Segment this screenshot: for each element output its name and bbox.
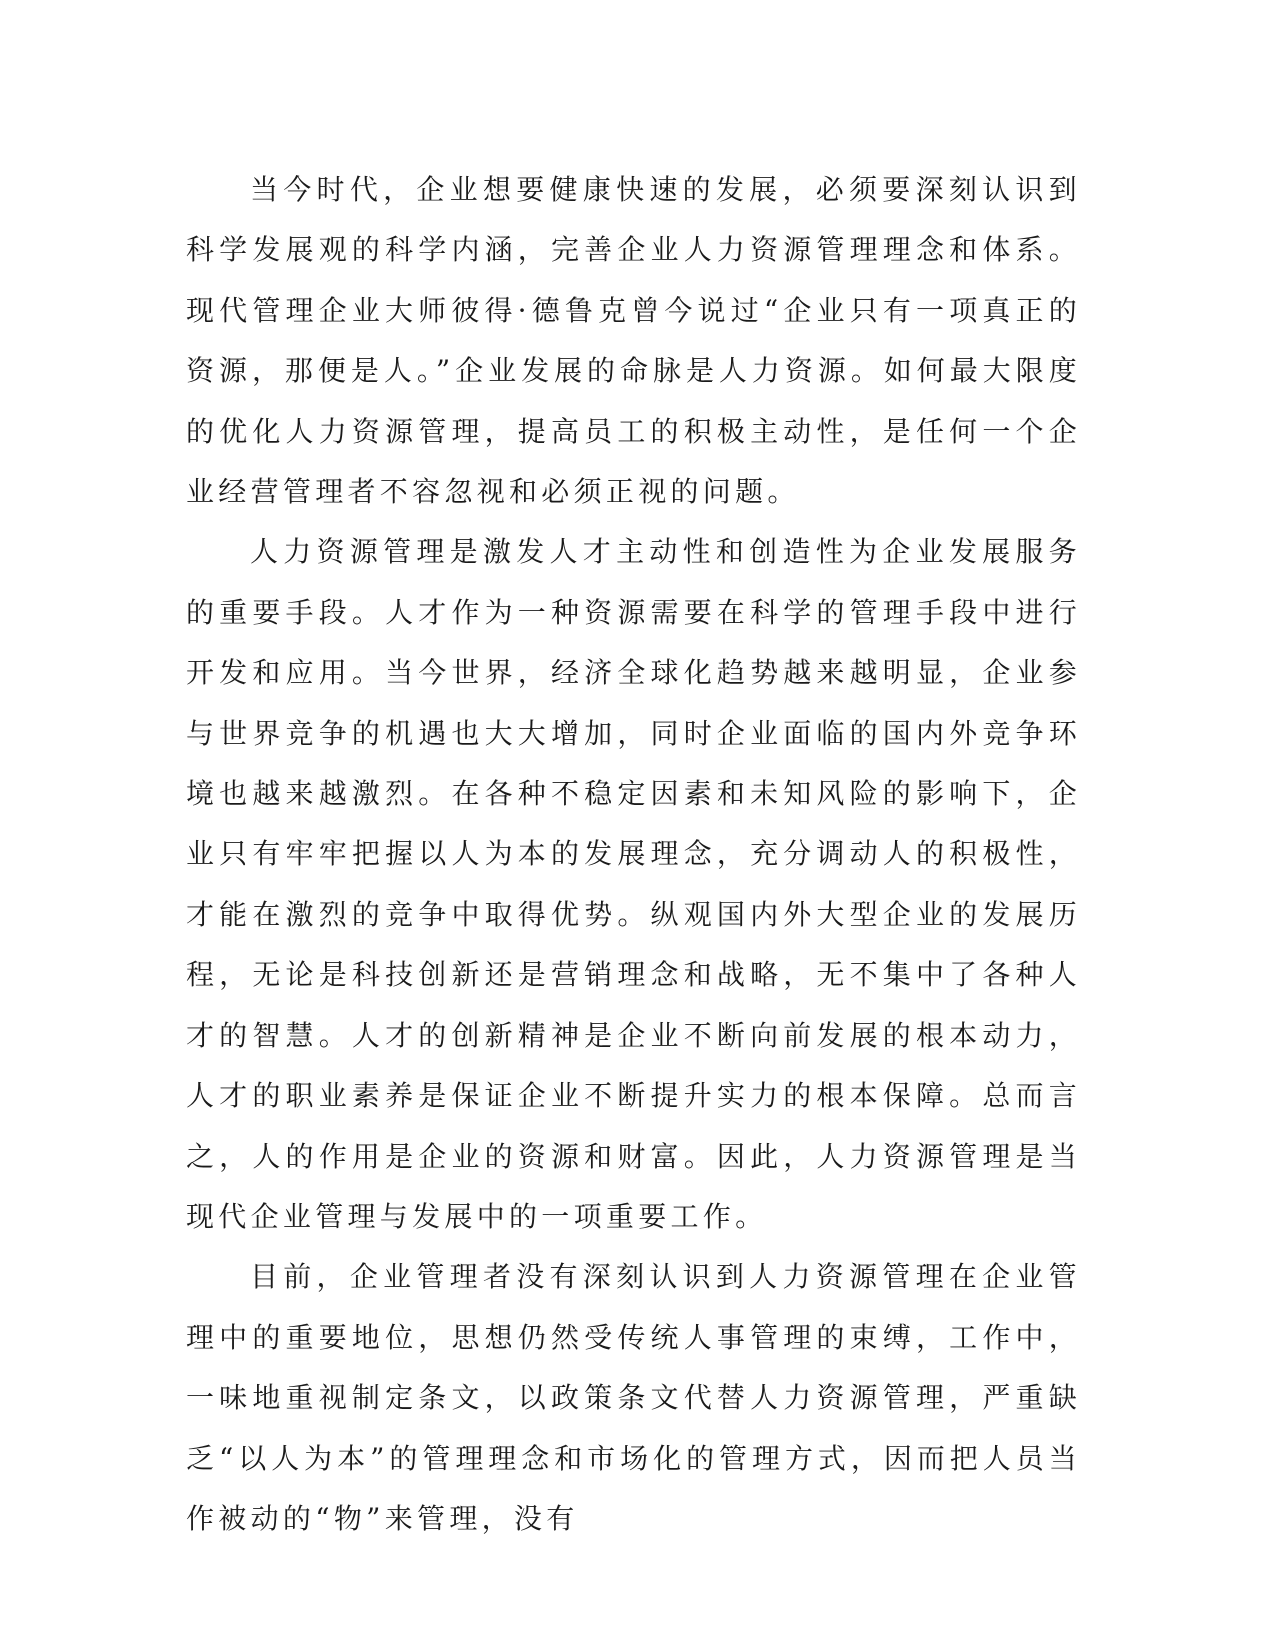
paragraph-3: 目前，企业管理者没有深刻认识到人力资源管理在企业管理中的重要地位，思想仍然受传统人事管理的束缚，工作中，一味地重视制定条文，以政策条文代替人力资源管理，严重缺乏“以人为本”的管理理念和市场化的管理方式，因而把人员当作被动的“物”来管理，没有 xyxy=(186,1260,1081,1535)
paragraph-1: 当今时代，企业想要健康快速的发展，必须要深刻认识到科学发展观的科学内涵，完善企业人力资源管理理念和体系。现代管理企业大师彼得·德鲁克曾今说过“企业只有一项真正的资源，那便是人。”企业发展的命脉是人力资源。如何最大限度的优化人力资源管理，提高员工的积极主动性，是任何一个企业经营管理者不容忽视和必须正视的问题。 xyxy=(186,173,1081,509)
paragraph-2: 人力资源管理是激发人才主动性和创造性为企业发展服务的重要手段。人才作为一种资源需要在科学的管理手段中进行开发和应用。当今世界，经济全球化趋势越来越明显，企业参与世界竞争的机遇也大大增加，同时企业面临的国内外竞争环境也越来越激烈。在各种不稳定因素和未知风险的影响下，企业只有牢牢把握以人为本的发展理念，充分调动人的积极性，才能在激烈的竞争中取得优势。纵观国内外大型企业的发展历程，无论是科技创新还是营销理念和战略，无不集中了各种人才的智慧。人才的创新精神是企业不断向前发展的根本动力，人才的职业素养是保证企业不断提升实力的根本保障。总而言之，人的作用是企业的资源和财富。因此，人力资源管理是当现代企业管理与发展中的一项重要工作。 xyxy=(186,535,1081,1233)
document-body xyxy=(186,160,1081,1549)
